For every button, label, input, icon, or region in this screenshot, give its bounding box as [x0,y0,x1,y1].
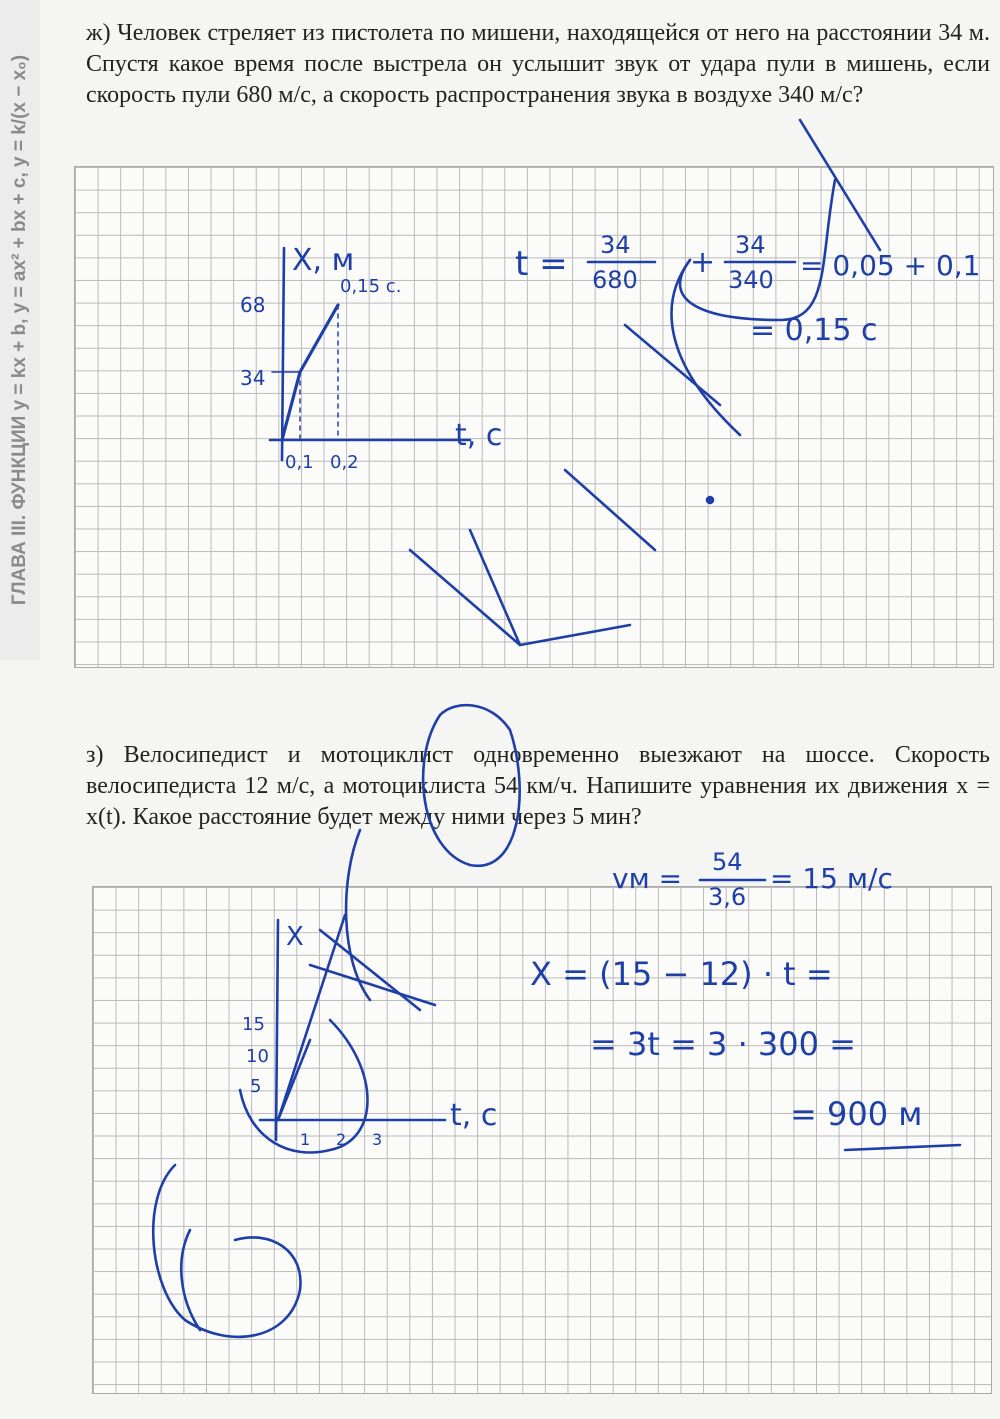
scribble [625,325,720,405]
hw-tick: 10 [246,1046,269,1067]
hw-v-den: 3,6 [708,883,747,911]
hw-tick: 2 [336,1130,347,1149]
hw-eq-t: t = [515,244,568,284]
scribble [565,470,655,550]
graph-z-line-bike [278,1040,310,1120]
problem-text: Велосипедист и мотоциклист одновременно выезжают на шоссе. Скорость велосипедиста 12 м/с, а мотоциклиста 54 км/ч. Напишите уравнения их движения x = x(t). Какое расстояние будет между ними через 5 мин? [86,742,990,830]
hw-y-axis-label: X [286,922,304,952]
hw-plus: + [690,245,716,280]
problem-label: ж) [86,20,111,46]
hw-sum: = 0,05 + 0,1 [800,249,981,282]
scribble-dot [707,497,713,503]
graph-z-y-axis [276,920,278,1140]
scribble [520,625,630,645]
hw-tick: 15 [242,1014,265,1035]
hw-tick: 0,2 [330,452,359,473]
hw-v-rhs: = 15 м/c [770,862,893,895]
hw-v-lhs: vм = [612,862,683,895]
hw-frac-den: 680 [592,266,638,294]
hw-tick: 1 [300,1130,311,1149]
hw-x-axis-label: t, c [455,418,503,453]
chapter-header-text: ГЛАВА III. ФУНКЦИИ y = kx + b, y = ax² + bx + c, y = k/(x − x₀) [9,54,30,606]
scribble [423,705,520,866]
hw-tick: 3 [372,1130,383,1149]
hw-point-label: 0,15 c. [340,276,402,297]
hw-tick: 0,1 [285,452,314,473]
scribble [346,830,370,1000]
scribble [800,120,880,250]
hw-x-axis-label: t, c [450,1098,498,1133]
hw-tick: 34 [240,366,266,390]
hw-frac-num: 34 [735,231,766,259]
answer-underline [845,1145,960,1150]
problem-label: з) [86,742,104,768]
scribble [153,1165,300,1337]
hw-frac-den: 340 [728,266,774,294]
hw-x-eq: X = (15 − 12) · t = [530,955,833,993]
scribble [410,530,520,645]
hw-frac-num: 34 [600,231,631,259]
hw-x-eq2: = 3t = 3 · 300 = [590,1025,856,1063]
hw-tick: 5 [250,1076,262,1097]
problem-text: Человек стреляет из пистолета по мишени, находящейся от него на расстоянии 34 м. Спустя какое время после выстрела он услышит звук от удара пули в мишень, если скорость пули 680 м/с, а скорость распространения звука в воздухе 340 м/с? [86,20,990,108]
hw-tick: 68 [240,293,266,317]
hw-y-axis-label: X, м [292,243,355,278]
scribble [181,1230,200,1330]
hw-result: = 0,15 c [750,313,878,348]
hw-v-num: 54 [712,848,743,876]
hw-answer: = 900 м [790,1095,923,1133]
